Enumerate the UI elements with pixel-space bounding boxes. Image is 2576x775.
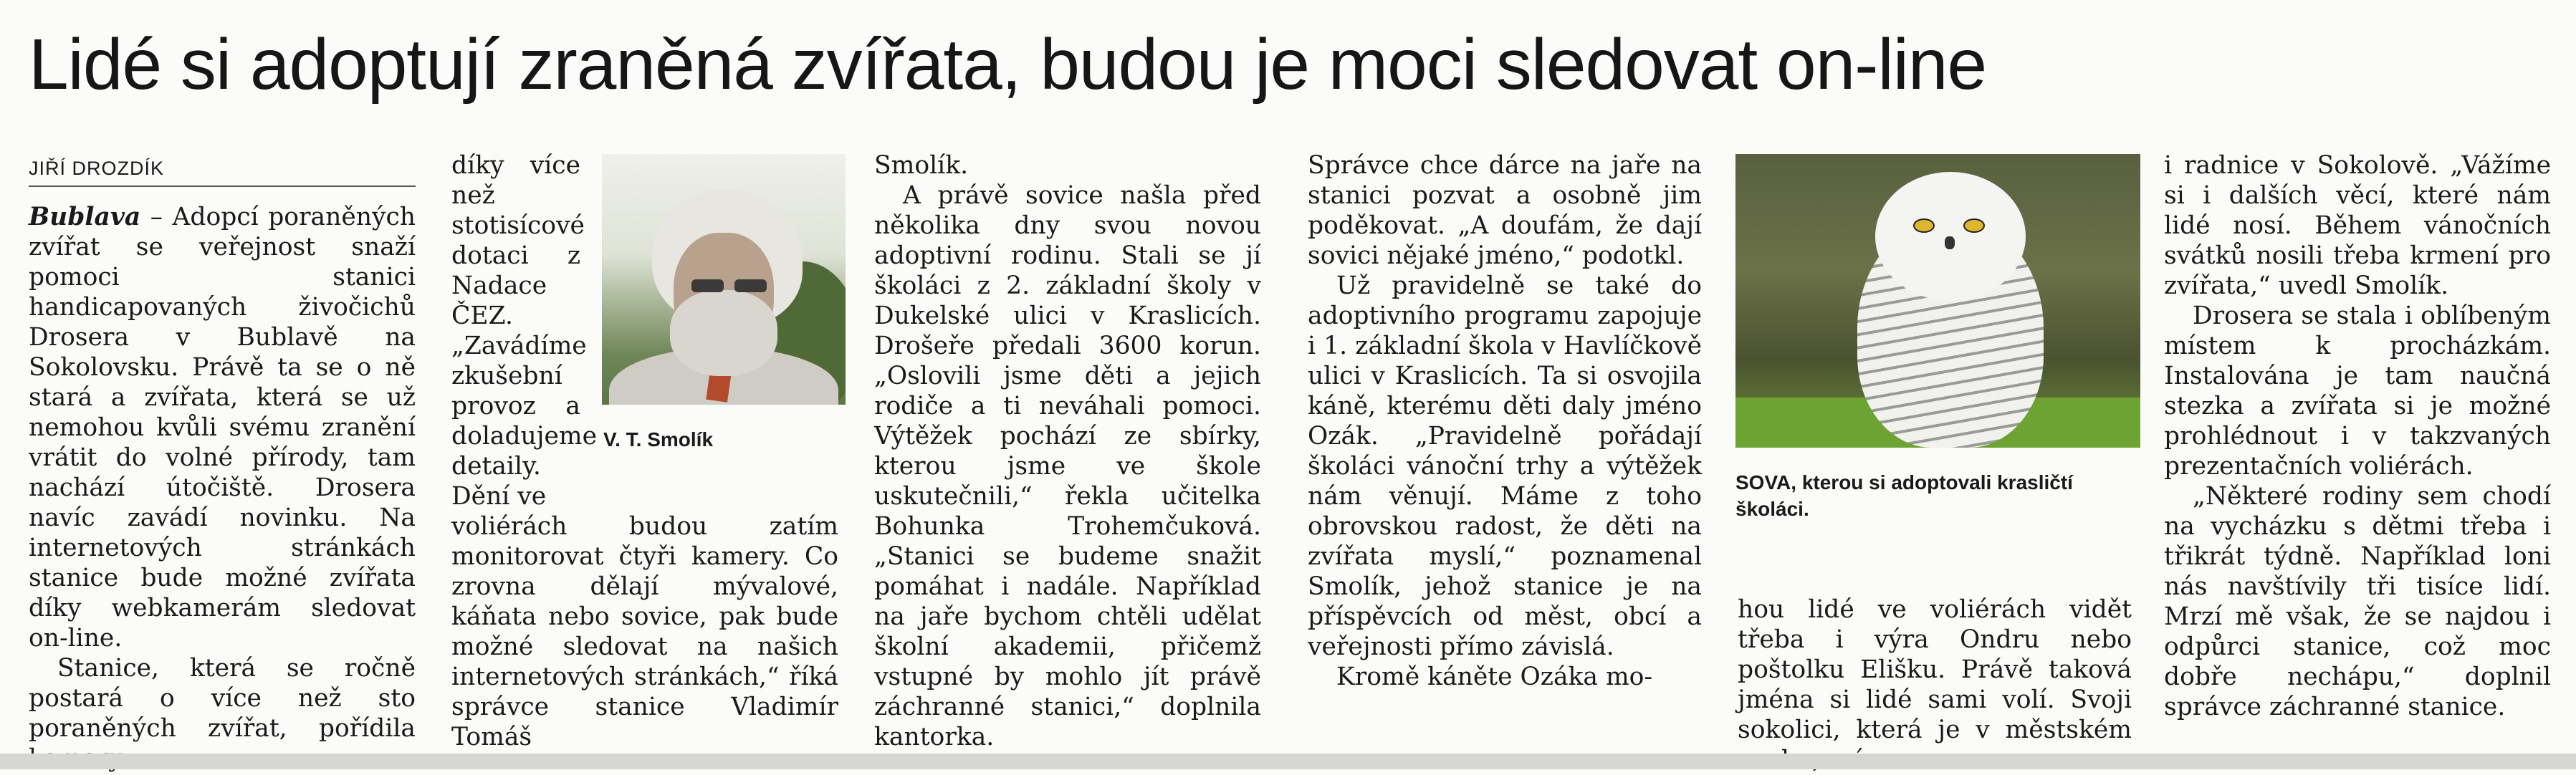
owl-photo xyxy=(1735,154,2140,448)
paragraph xyxy=(29,202,416,653)
byline: JIŘÍ DROZDÍK xyxy=(29,158,416,187)
column-1 xyxy=(29,202,416,741)
paragraph: Stanice, která se ročně postará o více než sto poraněných zvířat, pořídila xyxy=(29,654,416,743)
column-5 xyxy=(1738,595,2132,744)
owl-caption: SOVA, kterou si adoptovali krasličtí školáci. xyxy=(1735,471,2073,520)
portrait-photo xyxy=(602,154,846,405)
paragraph: Drosera se stala i oblíbeným místem k procházkám. Instalována je tam naučná stezka a zvířata si je možné prohlédnout i v takzvaných prezentačních voliérách. xyxy=(2164,302,2551,481)
column-3 xyxy=(874,150,1261,751)
paragraph: „Některé rodiny sem chodí na vycházku s dětmi třeba i třikrát týdně. Například loni nás navštívily tři tisíce lidí. Mrzí mě však, že se najdou i odpůrci stanice, což moc dobře nechápu,“ doplnil správce záchranné stanice. xyxy=(2164,482,2551,721)
dateline-place: Bublava xyxy=(29,203,141,231)
paragraph-narrow: díky více než stotisícové dotaci z Nadace ČEZ. „Zavádíme zkušební provoz a doladujeme detaily. Dění ve xyxy=(451,151,598,511)
paragraph: Kromě káněte Ozáka mo- xyxy=(1336,663,1653,691)
headline: Lidé si adoptují zraněná zvířata, budou je moci sledovat on-line xyxy=(29,24,1987,105)
paragraph: hou lidé ve voliérách vidět třeba i výra Ondru nebo poštolku Elišku. Právě taková jména si lidé sami volí. Svoji sokolici, která je v městském xyxy=(1738,595,2132,744)
paragraph: A právě sovice našla před několika dny svou novou adoptivní rodinu. Stali se jí školáci z 2. základní školy v Dukelské ulici v Kraslicích. Drošeře předali 3600 korun. „Oslovili jsme děti a jejich rodiče a ti neváhali pomoci. Výtěžek pochází ze sbírky, kterou jsme ve škole uskutečnili,“ řekla učitelka Bohunka Trohemčuková. „Stanici se budeme snažit pomáhat i nadále. Například na jaře bychom chtěli udělat školní akademii, přičemž vstupné by mohlo jít právě záchranné stanici,“ doplnila kantorka. xyxy=(874,181,1261,751)
portrait-caption: V. T. Smolík xyxy=(603,428,714,451)
paragraph: Smolík. xyxy=(874,151,969,180)
column-6 xyxy=(2164,150,2551,741)
paragraph-text: – Adopcí poraněných zvířat se veřejnost snaží pomoci stanici handicapovaných živočichů Drosera v Bublavě na Sokolovsku. Právě ta se o ně stará a zvířata, která se už nemohou kvůli svému zranění vrátit do volné přírody, tam nachází útočiště. Drosera navíc zavádí novinku. Na internetových stránkách stanice bude možné zvířata díky webkamerám sledovat on-line. xyxy=(29,203,416,653)
page-edge xyxy=(0,754,2576,769)
paragraph: Už pravidelně se také do adoptivního programu zapojuje i 1. základní škola v Havlíčkově ulici v Kraslicích. Ta si osvojila káně, kterému děti daly jméno Ozák. „Pravidelně pořádají školáci vánoční trhy a výtěžek nám věnují. Máme z toho obrovskou radost, že děti na zvířata myslí,“ poznamenal Smolík, jehož stanice je na příspěvcích od měst, obcí a veřejnosti přímo závislá. xyxy=(1308,271,1702,661)
paragraph: i radnice v Sokolově. „Vážíme si i dalších věcí, které nám lidé nosí. Během vánočních svátků nosili třeba krmení pro zvířata,“ uvedl Smolík. xyxy=(2164,151,2551,300)
column-4 xyxy=(1308,150,1702,741)
paragraph: Správce chce dárce na jaře na stanici pozvat a osobně jim poděkovat. „A doufám, že dají sovici nějaké jméno,“ podotkl. xyxy=(1308,151,1702,270)
paragraph: voliérách budou zatím monitorovat čtyři kamery. Co zrovna dělají mývalové, káňata nebo sovice, pak bude možné sledovat na našich internetových stránkách,“ říká správce stanice Vladimír Tomáš xyxy=(451,512,838,751)
